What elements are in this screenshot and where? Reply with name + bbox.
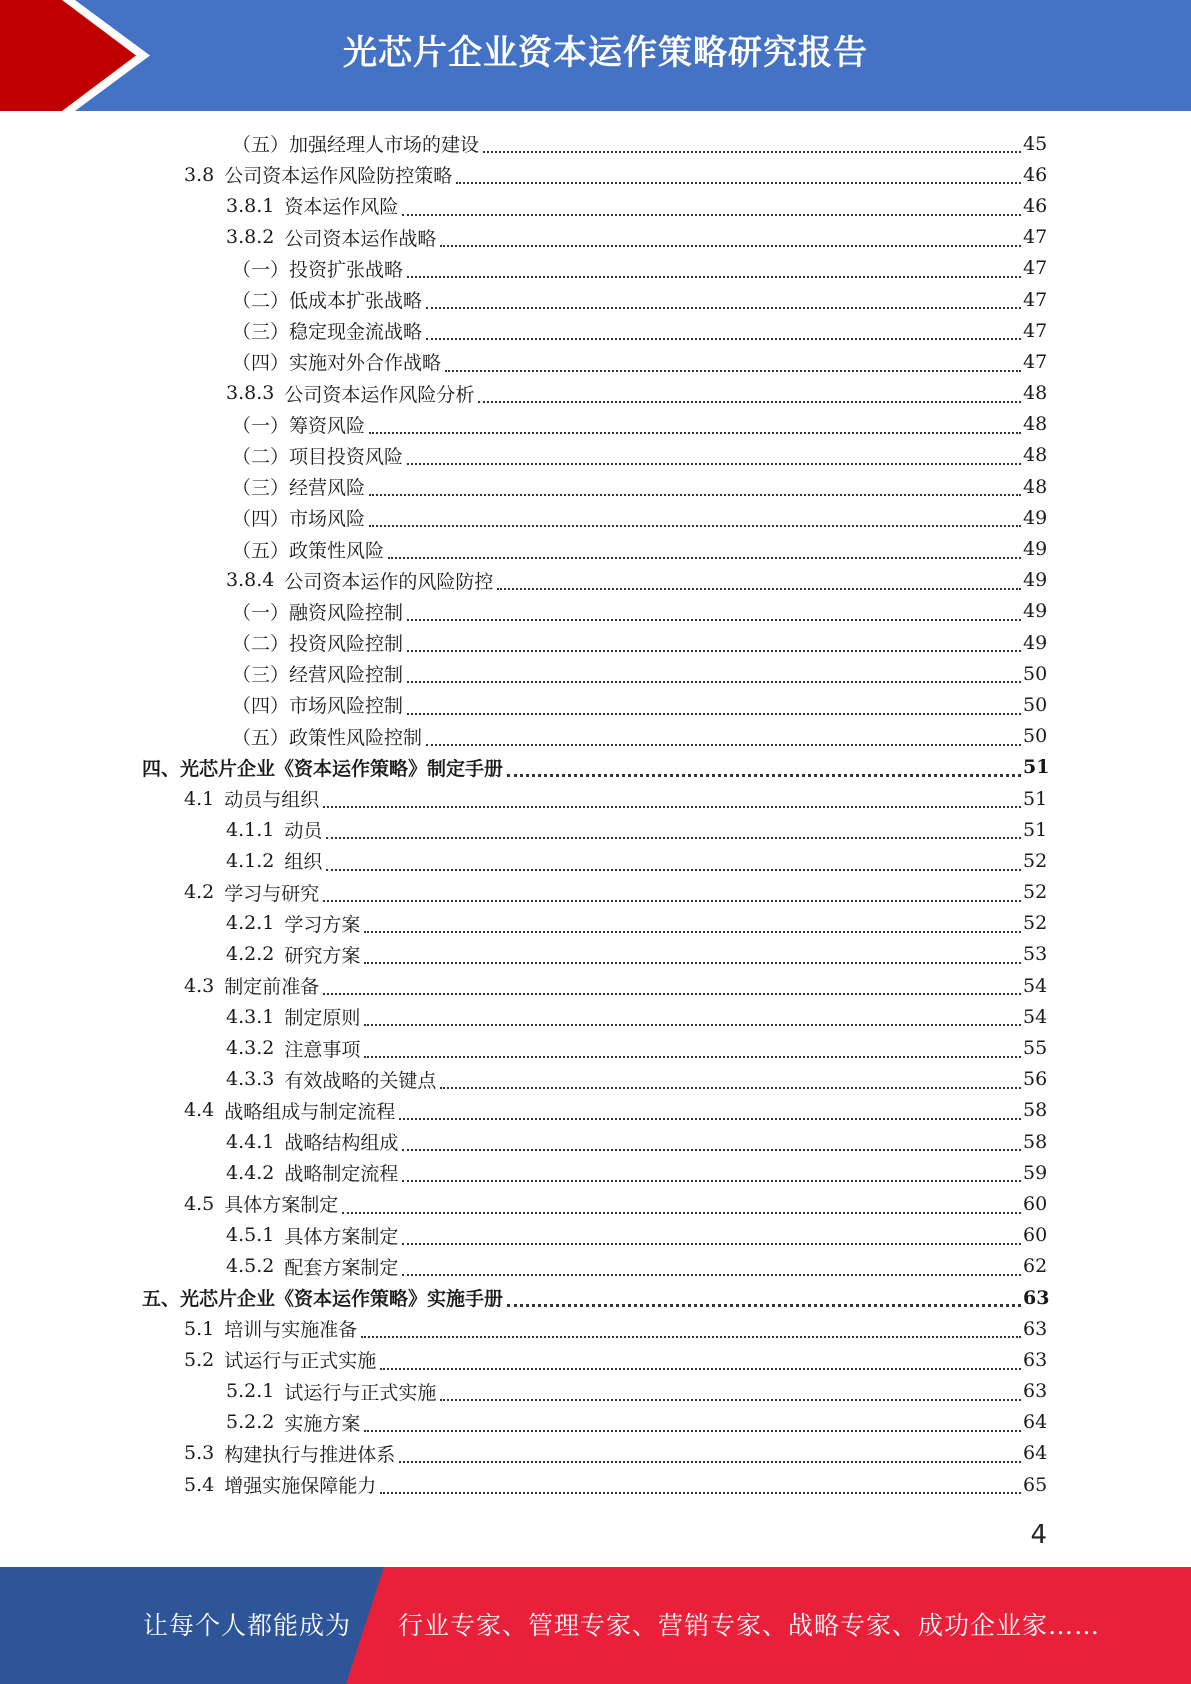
toc-entry-title: （五）政策性风险控制	[232, 726, 423, 749]
toc-entry[interactable]	[0, 471, 1191, 502]
toc-entry[interactable]	[0, 752, 1191, 783]
toc-entry[interactable]	[0, 1095, 1191, 1126]
toc-dot-leader	[326, 849, 1021, 871]
toc-entry[interactable]	[0, 190, 1191, 221]
toc-entry-title: 配套方案制定	[284, 1256, 399, 1279]
toc-dot-leader	[440, 225, 1021, 247]
toc-dot-leader	[497, 568, 1021, 590]
toc-entry[interactable]	[0, 315, 1191, 346]
toc-entry-page: 51	[1023, 756, 1050, 779]
toc-entry-page: 46	[1023, 163, 1048, 186]
toc-entry[interactable]	[0, 128, 1191, 159]
toc-dot-leader	[407, 693, 1021, 715]
toc-dot-leader	[402, 1129, 1021, 1151]
toc-entry-page: 49	[1023, 600, 1048, 623]
toc-dot-leader	[361, 1316, 1021, 1338]
toc-entry[interactable]	[0, 814, 1191, 845]
toc-entry-page: 48	[1023, 444, 1048, 467]
toc-entry[interactable]	[0, 1313, 1191, 1344]
toc-entry-page: 49	[1023, 506, 1048, 529]
toc-dot-leader	[426, 318, 1021, 340]
toc-entry-title: （一）融资风险控制	[232, 601, 404, 624]
toc-entry-page: 62	[1023, 1255, 1048, 1278]
toc-entry-page: 63	[1023, 1286, 1050, 1309]
toc-entry-number: 3.8.1	[226, 194, 275, 217]
toc-entry-title: 公司资本运作风险分析	[284, 383, 475, 406]
toc-dot-leader	[507, 754, 1021, 777]
toc-entry-title: 注意事项	[284, 1038, 361, 1061]
toc-dot-leader	[456, 162, 1021, 184]
toc-entry-page: 45	[1023, 132, 1048, 155]
toc-entry-number: 4.3	[184, 974, 215, 997]
toc-entry-page: 52	[1023, 881, 1048, 904]
toc-entry-title: （二）投资风险控制	[232, 633, 404, 656]
toc-entry-page: 59	[1023, 1161, 1048, 1184]
toc-entry-title: 实施方案	[284, 1412, 361, 1435]
toc-entry-number: 4.1.1	[226, 818, 275, 841]
toc-entry[interactable]	[0, 284, 1191, 315]
toc-entry-title: 有效战略的关键点	[284, 1069, 437, 1092]
toc-dot-leader	[407, 443, 1021, 465]
toc-entry-page: 64	[1023, 1442, 1048, 1465]
toc-entry-title: 公司资本运作的风险防控	[284, 570, 494, 593]
toc-dot-leader	[440, 1379, 1021, 1401]
toc-entry-number: 4.3.3	[226, 1068, 275, 1091]
toc-entry[interactable]	[0, 1282, 1191, 1313]
toc-entry-title: 资本运作风险	[284, 196, 399, 219]
toc-entry-page: 55	[1023, 1037, 1048, 1060]
toc-entry-title: 试运行与正式实施	[224, 1350, 377, 1373]
toc-entry-page: 63	[1023, 1348, 1048, 1371]
toc-entry-page: 49	[1023, 569, 1048, 592]
toc-entry-page: 47	[1023, 319, 1048, 342]
toc-entry[interactable]	[0, 1126, 1191, 1157]
toc-entry-title: （五）政策性风险	[232, 539, 385, 562]
toc-entry-number: 4.5.1	[226, 1224, 275, 1247]
toc-entry-title: （一）筹资风险	[232, 414, 366, 437]
toc-dot-leader	[407, 599, 1021, 621]
toc-entry[interactable]	[0, 1469, 1191, 1500]
toc-entry-number: 3.8	[184, 163, 215, 186]
toc-entry-page: 56	[1023, 1068, 1048, 1091]
toc-entry-page: 54	[1023, 1005, 1048, 1028]
toc-dot-leader	[323, 786, 1021, 808]
toc-entry[interactable]	[0, 253, 1191, 284]
toc-dot-leader	[342, 1192, 1021, 1214]
toc-entry[interactable]	[0, 565, 1191, 596]
page-number: 4	[1030, 1520, 1047, 1550]
toc-entry-page: 48	[1023, 382, 1048, 405]
toc-entry-title: 公司资本运作战略	[284, 227, 437, 250]
toc-entry-title: （四）市场风险控制	[232, 695, 404, 718]
toc-entry[interactable]	[0, 939, 1191, 970]
toc-entry-page: 47	[1023, 288, 1048, 311]
toc-entry-title: 战略制定流程	[284, 1163, 399, 1186]
toc-entry-number: 4.5.2	[226, 1255, 275, 1278]
toc-entry[interactable]	[0, 159, 1191, 190]
toc-entry[interactable]	[0, 877, 1191, 908]
toc-entry-title: （三）稳定现金流战略	[232, 321, 423, 344]
toc-entry[interactable]	[0, 1438, 1191, 1469]
toc-dot-leader	[364, 1004, 1021, 1026]
toc-entry-page: 48	[1023, 413, 1048, 436]
toc-entry-title: 四、光芯片企业《资本运作策略》制定手册	[142, 757, 504, 780]
toc-entry-title: 组织	[284, 851, 323, 874]
toc-entry-title: 构建执行与推进体系	[224, 1443, 396, 1466]
toc-entry-number: 3.8.2	[226, 226, 275, 249]
toc-entry-page: 52	[1023, 849, 1048, 872]
toc-entry[interactable]	[0, 1344, 1191, 1375]
toc-entry-title: 战略组成与制定流程	[224, 1100, 396, 1123]
toc-entry-title: 具体方案制定	[224, 1194, 339, 1217]
toc-entry-title: 公司资本运作风险防控策略	[224, 165, 453, 188]
toc-dot-leader	[399, 1441, 1021, 1463]
toc-entry[interactable]	[0, 440, 1191, 471]
toc-entry-title: 战略结构组成	[284, 1132, 399, 1155]
toc-entry-title: 研究方案	[284, 944, 361, 967]
toc-entry[interactable]	[0, 1001, 1191, 1032]
toc-entry[interactable]	[0, 409, 1191, 440]
toc-entry-page: 49	[1023, 538, 1048, 561]
toc-entry[interactable]	[0, 627, 1191, 658]
toc-dot-leader	[402, 1254, 1021, 1276]
toc-entry[interactable]	[0, 689, 1191, 720]
toc-entry-number: 5.2	[184, 1348, 215, 1371]
toc-dot-leader	[364, 942, 1021, 964]
toc-entry-page: 65	[1023, 1473, 1048, 1496]
toc-dot-leader	[364, 1036, 1021, 1058]
toc-entry-page: 54	[1023, 974, 1048, 997]
toc-entry-number: 3.8.4	[226, 569, 275, 592]
toc-entry-title: （五）加强经理人市场的建设	[232, 134, 480, 157]
toc-entry-page: 47	[1023, 226, 1048, 249]
toc-entry[interactable]	[0, 346, 1191, 377]
toc-entry-number: 5.1	[184, 1317, 215, 1340]
toc-dot-leader	[478, 381, 1021, 403]
toc-dot-leader	[402, 1223, 1021, 1245]
toc-entry-page: 64	[1023, 1411, 1048, 1434]
toc-entry-title: 五、光芯片企业《资本运作策略》实施手册	[142, 1288, 504, 1311]
toc-entry-number: 4.3.1	[226, 1005, 275, 1028]
toc-entry-page: 47	[1023, 350, 1048, 373]
toc-entry-title: （四）市场风险	[232, 508, 366, 531]
toc-dot-leader	[426, 287, 1021, 309]
toc-entry-title: 具体方案制定	[284, 1225, 399, 1248]
toc-entry-number: 5.2.1	[226, 1380, 275, 1403]
toc-entry-title: （三）经营风险	[232, 477, 366, 500]
toc-entry-page: 60	[1023, 1192, 1048, 1215]
toc-entry-page: 46	[1023, 194, 1048, 217]
toc-entry-title: 学习方案	[284, 913, 361, 936]
toc-entry-number: 4.1	[184, 787, 215, 810]
toc-dot-leader	[407, 661, 1021, 683]
table-of-contents	[0, 128, 1191, 1500]
toc-entry-page: 49	[1023, 631, 1048, 654]
toc-entry[interactable]	[0, 1376, 1191, 1407]
toc-dot-leader	[483, 131, 1021, 153]
toc-entry-page: 51	[1023, 787, 1048, 810]
toc-dot-leader	[380, 1472, 1021, 1494]
toc-entry-number: 4.2	[184, 881, 215, 904]
toc-entry-number: 3.8.3	[226, 382, 275, 405]
toc-entry-number: 4.2.2	[226, 943, 275, 966]
toc-dot-leader	[407, 256, 1021, 278]
toc-entry-page: 63	[1023, 1380, 1048, 1403]
toc-entry[interactable]	[0, 378, 1191, 409]
toc-dot-leader	[399, 1098, 1021, 1120]
toc-entry[interactable]	[0, 783, 1191, 814]
toc-entry-page: 63	[1023, 1317, 1048, 1340]
toc-entry-title: 增强实施保障能力	[224, 1475, 377, 1498]
toc-entry-number: 4.1.2	[226, 849, 275, 872]
toc-entry-title: （二）低成本扩张战略	[232, 290, 423, 313]
toc-entry[interactable]	[0, 533, 1191, 564]
toc-entry-number: 5.2.2	[226, 1411, 275, 1434]
toc-entry-page: 50	[1023, 693, 1048, 716]
footer-slogan-left: 让每个人都能成为	[143, 1611, 352, 1640]
toc-dot-leader	[407, 630, 1021, 652]
toc-dot-leader	[326, 817, 1021, 839]
toc-entry-title: 制定前准备	[224, 976, 320, 999]
toc-dot-leader	[369, 474, 1021, 496]
toc-entry-title: 培训与实施准备	[224, 1319, 358, 1342]
toc-entry[interactable]	[0, 658, 1191, 689]
toc-dot-leader	[323, 973, 1021, 995]
toc-entry-page: 58	[1023, 1130, 1048, 1153]
toc-entry[interactable]	[0, 908, 1191, 939]
toc-entry-title: 制定原则	[284, 1007, 361, 1030]
toc-dot-leader	[364, 911, 1021, 933]
toc-entry-title: 试运行与正式实施	[284, 1381, 437, 1404]
toc-entry[interactable]	[0, 596, 1191, 627]
toc-entry-page: 60	[1023, 1224, 1048, 1247]
toc-entry[interactable]	[0, 502, 1191, 533]
toc-dot-leader	[445, 350, 1021, 372]
toc-dot-leader	[323, 880, 1021, 902]
toc-dot-leader	[369, 505, 1021, 527]
toc-entry-page: 48	[1023, 475, 1048, 498]
toc-entry-title: （二）项目投资风险	[232, 445, 404, 468]
footer-slogan-right: 行业专家、管理专家、营销专家、战略专家、成功企业家……	[398, 1611, 1101, 1640]
toc-entry-number: 4.5	[184, 1192, 215, 1215]
toc-entry-page: 50	[1023, 725, 1048, 748]
toc-entry-number: 4.4	[184, 1099, 215, 1122]
toc-entry-title: 动员	[284, 820, 323, 843]
toc-dot-leader	[364, 1410, 1021, 1432]
toc-entry-number: 5.3	[184, 1442, 215, 1465]
footer-band	[0, 1567, 1191, 1684]
toc-entry-page: 47	[1023, 257, 1048, 280]
toc-entry[interactable]	[0, 1220, 1191, 1251]
toc-entry-number: 4.3.2	[226, 1037, 275, 1060]
toc-entry[interactable]	[0, 222, 1191, 253]
toc-dot-leader	[440, 1067, 1021, 1089]
toc-entry-page: 51	[1023, 818, 1048, 841]
toc-dot-leader	[426, 724, 1021, 746]
toc-entry-title: 动员与组织	[224, 789, 320, 812]
toc-entry[interactable]	[0, 1251, 1191, 1282]
toc-entry-page: 52	[1023, 912, 1048, 935]
toc-entry-title: （三）经营风险控制	[232, 664, 404, 687]
toc-entry[interactable]	[0, 1188, 1191, 1219]
toc-entry[interactable]	[0, 1157, 1191, 1188]
toc-entry-number: 4.4.2	[226, 1161, 275, 1184]
toc-dot-leader	[507, 1284, 1021, 1307]
toc-entry-title: （四）实施对外合作战略	[232, 352, 442, 375]
toc-entry-title: 学习与研究	[224, 882, 320, 905]
toc-entry-page: 53	[1023, 943, 1048, 966]
toc-entry-number: 4.4.1	[226, 1130, 275, 1153]
toc-entry-number: 5.4	[184, 1473, 215, 1496]
toc-entry-page: 58	[1023, 1099, 1048, 1122]
toc-entry[interactable]	[0, 1032, 1191, 1063]
toc-entry-title: （一）投资扩张战略	[232, 258, 404, 281]
toc-entry[interactable]	[0, 1064, 1191, 1095]
toc-entry[interactable]	[0, 845, 1191, 876]
toc-dot-leader	[402, 194, 1021, 216]
toc-entry-page: 50	[1023, 662, 1048, 685]
toc-entry[interactable]	[0, 970, 1191, 1001]
toc-dot-leader	[388, 537, 1021, 559]
toc-dot-leader	[380, 1348, 1021, 1370]
header-band	[0, 0, 1191, 111]
toc-dot-leader	[369, 412, 1021, 434]
toc-entry-number: 4.2.1	[226, 912, 275, 935]
toc-entry[interactable]	[0, 1407, 1191, 1438]
document-title: 光芯片企业资本运作策略研究报告	[343, 33, 868, 73]
toc-dot-leader	[402, 1160, 1021, 1182]
toc-entry[interactable]	[0, 721, 1191, 752]
